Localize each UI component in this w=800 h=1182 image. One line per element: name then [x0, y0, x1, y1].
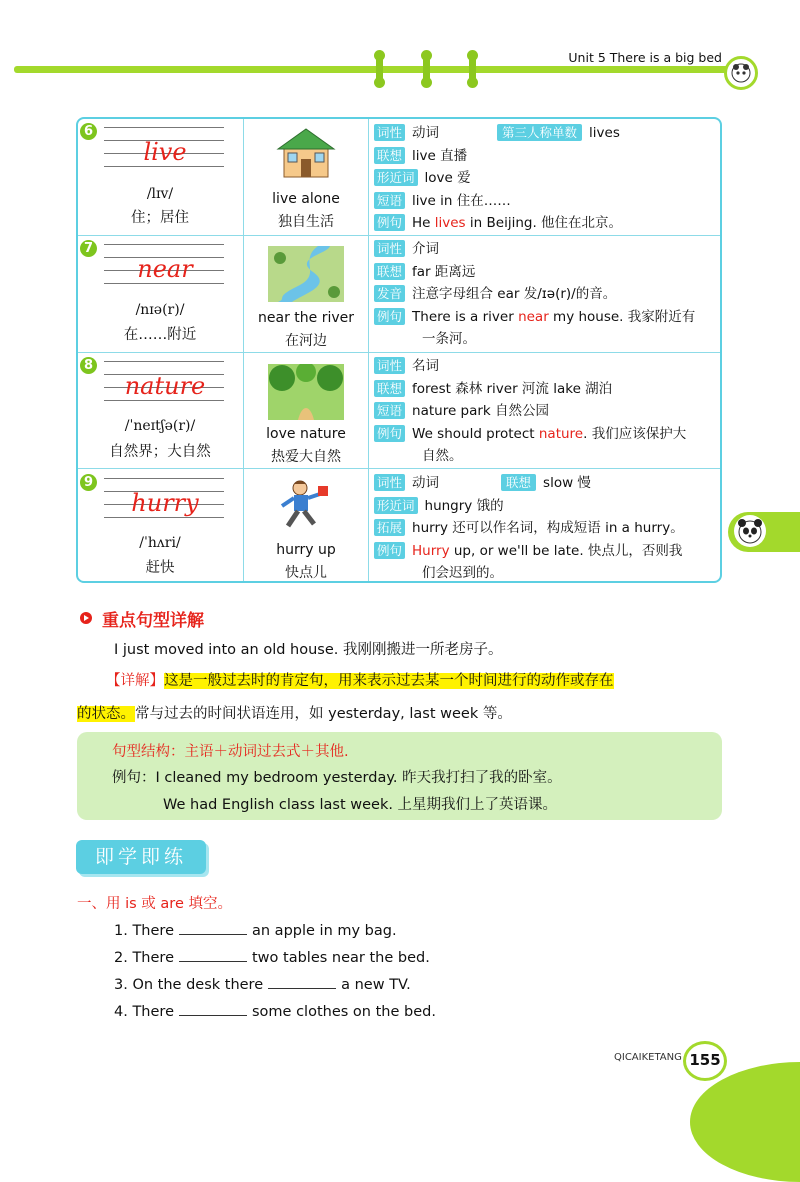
- river-icon: [268, 246, 344, 302]
- answer-blank[interactable]: [179, 920, 247, 935]
- word-details: 词性 名词 联想 forest 森林 river 河流 lake 湖泊 短语 nature park 自然公园 例句 We should protect nature. 我们应该保护大 自然。: [374, 355, 686, 468]
- phrase-english: live alone: [272, 191, 340, 207]
- phonetic: /lɪv/: [146, 186, 174, 202]
- exercise-item: 4. There some clothes on the bed.: [114, 1001, 436, 1020]
- answer-blank[interactable]: [179, 1001, 247, 1016]
- practice-button[interactable]: 即学即练: [76, 840, 206, 874]
- example-line-1: 例句：I cleaned my bedroom yesterday. 昨天我打扫了我的卧室。: [112, 770, 562, 786]
- exercise-item: 2. There two tables near the bed.: [114, 947, 430, 966]
- vocab-word: hurry: [131, 489, 199, 517]
- key-sentence: I just moved into an old house. 我刚刚搬进一所老房子。: [114, 642, 503, 658]
- section-play-icon: [80, 612, 92, 624]
- binder-ring: [423, 52, 430, 86]
- phrase-chinese: 在河边: [285, 333, 327, 349]
- exercise-title: 一、用 is 或 are 填空。: [77, 896, 232, 912]
- nature-icon: [268, 364, 344, 420]
- word-details: 词性 介词 联想 far 距离远 发音 注意字母组合 ear 发/ɪə(r)/的音。 例句 There is a river near my house. 我家附近有 一条河。: [374, 238, 695, 351]
- structure-formula: 句型结构：主语＋动词过去式＋其他.: [112, 744, 349, 760]
- answer-blank[interactable]: [268, 974, 336, 989]
- vocab-word: nature: [124, 372, 206, 400]
- phrase-english: hurry up: [276, 542, 336, 558]
- word-details: 词性 动词 第三人称单数 lives 联想 live 直播 形近词 love 爱 短语 live in 住在…… 例句 He lives in Beijing. 他住在北京。: [374, 122, 622, 235]
- binder-ring: [376, 52, 383, 86]
- exercise-item: 3. On the desk there a new TV.: [114, 974, 411, 993]
- panda-icon: [734, 515, 766, 547]
- section-title: 重点句型详解: [102, 611, 204, 631]
- phonetic: /ˈhʌri/: [139, 535, 181, 551]
- phrase-chinese: 快点儿: [285, 565, 327, 581]
- phrase-english: love nature: [266, 426, 346, 442]
- unit-title: Unit 5 There is a big bed: [568, 50, 722, 65]
- meaning: 在……附近: [123, 327, 197, 343]
- house-icon: [268, 125, 344, 181]
- phonetic: /nɪə(r)/: [135, 302, 185, 318]
- page-number: 155: [683, 1041, 727, 1081]
- binder-ring: [469, 52, 476, 86]
- header-bar: [14, 66, 736, 73]
- phrase-chinese: 热爱大自然: [271, 449, 341, 465]
- phonetic: /ˈneɪtʃə(r)/: [124, 418, 196, 434]
- vocab-word: live: [143, 138, 187, 166]
- word-number: 7: [80, 240, 97, 257]
- example-line-2: We had English class last week. 上星期我们上了英语课。: [163, 797, 558, 813]
- brand-text: QICAIKETANG: [614, 1052, 682, 1063]
- detail-line-1: 【详解】这是一般过去时的肯定句，用来表示过去某一个时间进行的动作或存在: [106, 673, 614, 689]
- answer-blank[interactable]: [179, 947, 247, 962]
- vocab-word: near: [137, 255, 193, 283]
- running-boy-icon: [268, 478, 344, 534]
- word-number: 9: [80, 474, 97, 491]
- word-details: 词性 动词 联想 slow 慢 形近词 hungry 饿的 拓展 hurry 还可以作名词，构成短语 in a hurry。 例句 Hurry up, or we'll be late. 快点儿，否则我 们会迟到的。: [374, 472, 684, 585]
- meaning: 住；居住: [131, 210, 189, 226]
- detail-line-2: 的状态。常与过去的时间状语连用，如 yesterday, last week 等。: [77, 706, 512, 722]
- word-number: 6: [80, 123, 97, 140]
- exercise-item: 1. There an apple in my bag.: [114, 920, 397, 939]
- phrase-chinese: 独自生活: [278, 214, 334, 230]
- panda-badge-icon: [724, 56, 758, 90]
- phrase-english: near the river: [258, 310, 354, 326]
- meaning: 赶快: [145, 560, 175, 576]
- word-number: 8: [80, 357, 97, 374]
- meaning: 自然界；大自然: [109, 444, 211, 460]
